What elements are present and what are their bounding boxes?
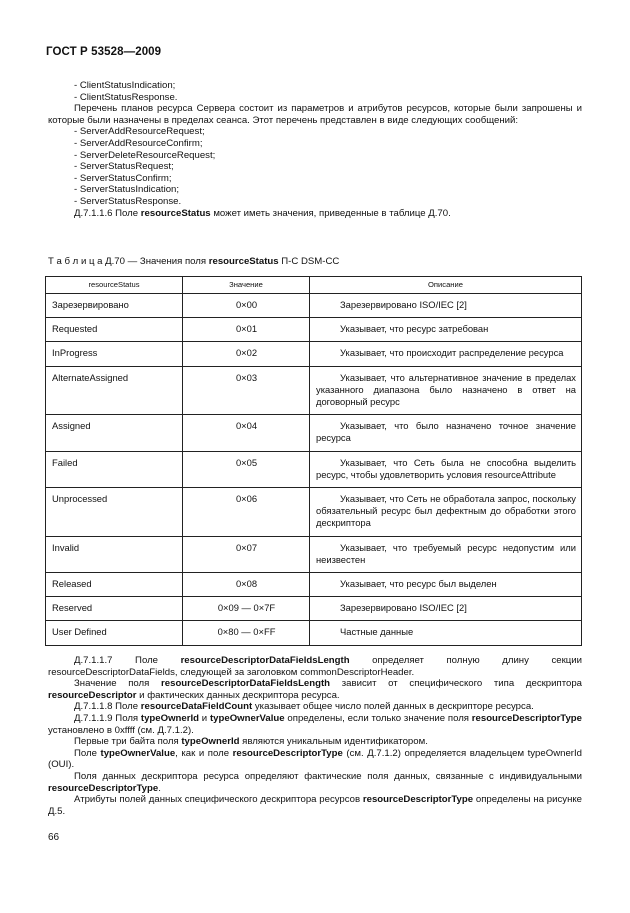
list-item: - ServerStatusIndication; [74,184,180,196]
value-cell: 0×08 [183,573,310,597]
column-header: resourceStatus [46,277,183,294]
paragraph: Атрибуты полей данных специфического дескриптора ресурсов resourceDescriptorType определены на рисунке Д.5. [48,794,583,817]
description-cell: Указывает, что ресурс был выделен [310,573,582,597]
status-cell: User Defined [46,621,183,645]
value-cell: 0×80 — 0×FF [183,621,310,645]
table-caption: Т а б л и ц а Д.70 — Значения поля resourceStatus П-С DSM-CC [48,256,340,267]
table-row [46,294,582,318]
description-cell: Зарезервировано ISO/IEC [2] [310,597,582,621]
value-cell: 0×07 [183,536,310,572]
after-table-block [48,655,582,817]
value-cell: 0×03 [183,366,310,415]
list-item: - ServerAddResourceConfirm; [74,137,203,149]
table-row [46,318,582,342]
column-header: Значение [183,277,310,294]
description-cell: Зарезервировано ISO/IEC [2] [310,294,582,318]
list-item: - ClientStatusResponse. [74,91,178,103]
table-header-row [46,277,582,294]
description-cell: Указывает, что происходит распределение ресурса [310,342,582,366]
status-cell: Reserved [46,597,183,621]
paragraph: Значение поля resourceDescriptorDataFieldsLength зависит от специфического типа дескриптора resourceDescriptor и фактических данных дескриптора ресурса. [48,678,582,701]
list-item: - ServerStatusRequest; [74,161,174,173]
value-cell: 0×06 [183,488,310,537]
value-cell: 0×04 [183,415,310,451]
list-item: - ServerDeleteResourceRequest; [74,149,216,161]
value-cell: 0×09 — 0×7F [183,597,310,621]
status-cell: Invalid [46,536,183,572]
paragraph: Поля данных дескриптора ресурса определяют фактические поля данных, связанные с индивидуальными resourceDescriptorType. [48,770,582,794]
status-cell: Unprocessed [46,488,183,537]
description-cell: Указывает, что Сеть не обработала запрос, поскольку обязательный ресурс был дефектным до обработки этого дескриптора [310,488,582,537]
value-cell: 0×01 [183,318,310,342]
description-cell: Указывает, что альтернативное значение в пределах указанного диапазона было назначено в ответ на договорный ресурс [310,366,582,415]
list-item: - ServerAddResourceRequest; [74,126,205,138]
value-cell: 0×02 [183,342,310,366]
table-row [46,536,582,572]
paragraph: Д.7.1.1.9 Поля typeOwnerId и typeOwnerValue определены, если только значение поля resourceDescriptorType установлено в 0xffff (см. Д.7.1.2). [48,712,582,736]
table-row [46,573,582,597]
status-cell: InProgress [46,342,183,366]
description-cell: Указывает, что требуемый ресурс недопустим или неизвестен [310,536,582,572]
description-cell: Указывает, что было назначено точное значение ресурса [310,415,582,451]
intro-block [48,80,582,219]
table-row [46,597,582,621]
table-row [46,366,582,415]
paragraph: Д.7.1.1.8 Поле resourceDataFieldCount указывает общее число полей данных в дескрипторе ресурса. [74,701,534,713]
table-row [46,342,582,366]
paragraph: Поле typeOwnerValue, как и поле resourceDescriptorType (см. Д.7.1.2) определяется владельцем typeOwnerId (OUI). [48,747,582,771]
page-number: 66 [48,832,60,843]
description-cell: Указывает, что ресурс затребован [310,318,582,342]
table-row [46,488,582,537]
status-cell: Released [46,573,183,597]
status-cell: Assigned [46,415,183,451]
status-cell: AlternateAssigned [46,366,183,415]
list-item: - ServerStatusResponse. [74,195,182,207]
column-header: Описание [310,277,582,294]
value-cell: 0×05 [183,451,310,487]
status-cell: Зарезервировано [46,294,183,318]
document-header: ГОСТ Р 53528—2009 [46,46,162,58]
paragraph: Первые три байта поля typeOwnerId являются уникальным идентификатором. [74,736,428,748]
resource-status-table [45,276,582,646]
list-item: - ClientStatusIndication; [74,80,176,91]
status-cell: Failed [46,451,183,487]
paragraph: Д.7.1.1.7 Поле resourceDescriptorDataFieldsLength определяет полную длину секции resourceDescriptorDataFields, следующей за заголовком commonDescriptorHeader. [48,655,582,678]
table-row [46,451,582,487]
description-cell: Указывает, что Сеть была не способна выделить ресурс, чтобы удовлетворить условия resourceAttribute [310,451,582,487]
status-cell: Requested [46,318,183,342]
description-cell: Частные данные [310,621,582,645]
paragraph: Д.7.1.1.6 Поле resourceStatus может иметь значения, приведенные в таблице Д.70. [74,207,451,219]
paragraph: Перечень планов ресурса Сервера состоит из параметров и атрибутов ресурсов, которые были запрошены и которые были назначены в пределах сеанса. Этот перечень представлен в виде следующих сообщений: [48,103,582,126]
table-row [46,415,582,451]
table-row [46,621,582,645]
value-cell: 0×00 [183,294,310,318]
list-item: - ServerStatusConfirm; [74,172,172,184]
